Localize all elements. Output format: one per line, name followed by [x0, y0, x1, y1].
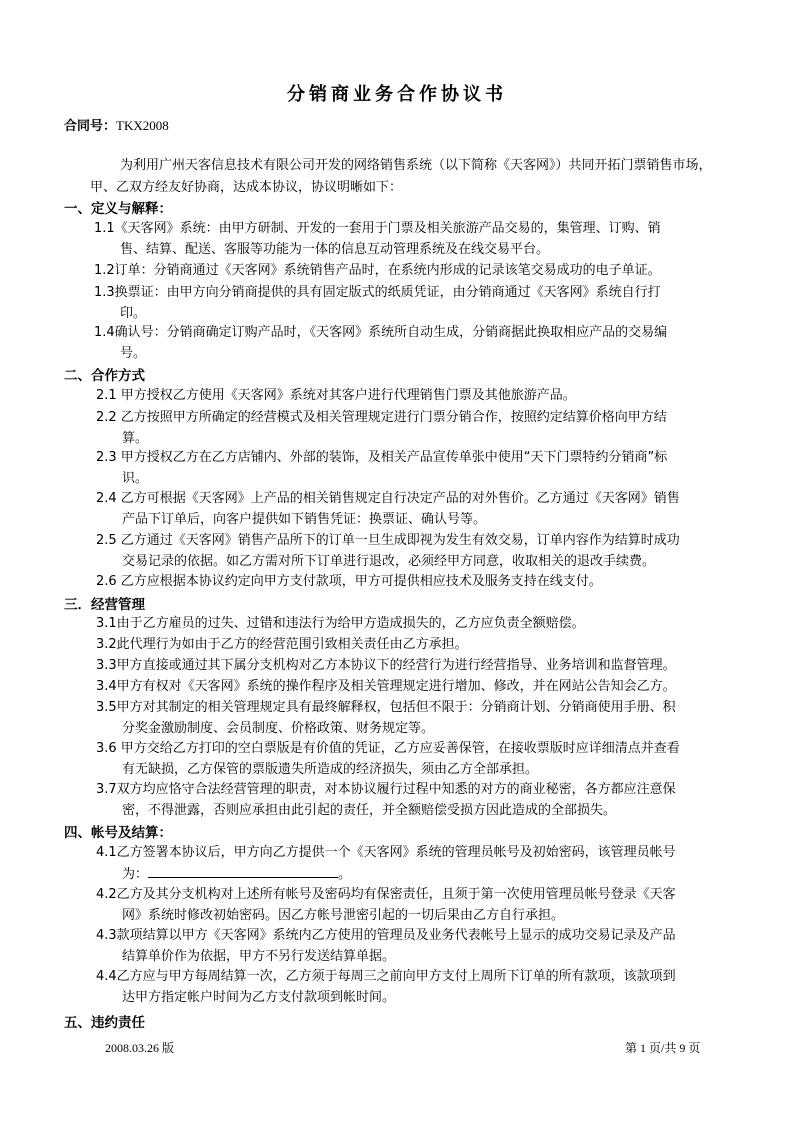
footer-page-number: 第 1 页/共 9 页: [625, 1041, 701, 1055]
clause-3-1: 3.1由于乙方雇员的过失、过错和违法行为给甲方造成损失的，乙方应负责全额赔偿。: [96, 616, 585, 631]
clause-4-4: 4.4乙方应与甲方每周结算一次，乙方须于每周三之前向甲方支付上周所下订单的所有款项，该款项到 达甲方指定帐户时间为乙方支付款项到帐时间。: [96, 969, 676, 1005]
clause-2-2: 2.2 乙方按照甲方所确定的经营模式及相关管理规定进行门票分销合作，按照约定结算价格向甲方结 算。: [96, 410, 667, 446]
contract-number: [64, 115, 169, 134]
clause-3-4: 3.4甲方有权对《天客网》系统的操作程序及相关管理规定进行增加、修改，并在网站公告知会乙方。: [96, 679, 676, 694]
document-title: 分销商业务合作协议书: [287, 84, 507, 105]
clause-3-3: 3.3甲方直接或通过其下属分支机构对乙方本协议下的经营行为进行经营指导、业务培训和监督管理。: [96, 658, 676, 673]
clause-1-3: 1.3换票证：由甲方向分销商提供的具有固定版式的纸质凭证，由分销商通过《天客网》系统自行打 印。: [94, 285, 661, 321]
contract-value: TKX2008: [116, 118, 169, 133]
clause-3-2: 3.2此代理行为如由于乙方的经营范围引致相关责任由乙方承担。: [96, 637, 468, 652]
section-heading-1: 一、定义与解释：: [64, 201, 172, 217]
contract-label: 合同号：: [64, 119, 117, 134]
clause-2-3: 2.3 甲方授权乙方在乙方店铺内、外部的装饰，及相关产品宣传单张中使用“天下门票特约分销商”标 识。: [96, 450, 668, 486]
clause-2-4: 2.4 乙方可根据《天客网》上产品的相关销售规定自行决定产品的对外售价。乙方通过《天客网》销售 产品下订单后，向客户提供如下销售凭证：换票证、确认号等。: [96, 491, 680, 527]
section-heading-3: 三．经营管理: [64, 597, 145, 613]
clause-3-7: 3.7双方均应恪守合法经营管理的职责，对本协议履行过程中知悉的对方的商业秘密，各方都应注意保 密，不得泄露，否则应承担由此引起的责任，并全额赔偿受损方因此造成的全部损失。: [96, 782, 676, 818]
clause-1-1: 1.1《天客网》系统：由甲方研制、开发的一套用于门票及相关旅游产品交易的，集管理、订购、销 售、结算、配送、客服等功能为一体的信息互动管理系统及在线交易平台。: [94, 221, 661, 257]
clause-4-3: 4.3款项结算以甲方《天客网》系统内乙方使用的管理员及业务代表帐号上显示的成功交易记录及产品 结算单价作为依据，甲方不另行发送结算单据。: [96, 928, 676, 964]
clause-2-6: 2.6 乙方应根据本协议约定向甲方支付款项，甲方可提供相应技术及服务支持在线支付。: [96, 574, 602, 589]
clause-1-2: 1.2订单：分销商通过《天客网》系统销售产品时，在系统内形成的记录该笔交易成功的电子单证。: [94, 263, 661, 278]
clause-4-2: 4.2乙方及其分支机构对上述所有帐号及密码均有保密责任，且须于第一次使用管理员帐号登录《天客 网》系统时修改初始密码。因乙方帐号泄密引起的一切后果由乙方自行承担。: [96, 887, 676, 923]
clause-2-5: 2.5 乙方通过《天客网》销售产品所下的订单一旦生成即视为发生有效交易，订单内容作为结算时成功 交易记录的依据。如乙方需对所下订单进行退改，必须经甲方同意，收取相关的退改手续费。: [96, 533, 680, 569]
clause-2-1: 2.1 甲方授权乙方使用《天客网》系统对其客户进行代理销售门票及其他旅游产品。: [96, 388, 576, 403]
footer-version: 2008.03.26 版: [105, 1041, 175, 1055]
section-heading-5: 五、违约责任: [64, 1015, 145, 1031]
section-heading-2: 二、合作方式: [64, 368, 145, 384]
clause-3-6: 3.6 甲方交给乙方打印的空白票版是有价值的凭证，乙方应妥善保管，在接收票版时应详细清点并查看 有无缺损，乙方保管的票版遗失所造成的经济损失，须由乙方全部承担。: [96, 741, 680, 777]
clause-3-5: 3.5甲方对其制定的相关管理规定具有最终解释权，包括但不限于：分销商计划、分销商使用手册、积 分奖金激励制度、会员制度、价格政策、财务规定等。: [96, 700, 676, 736]
intro-paragraph: 为利用广州天客信息技术有限公司开发的网络销售系统（以下简称《天客网》）共同开拓门票销售市场，甲、乙双方经友好协商，达成本协议，协议明晰如下：: [90, 158, 712, 195]
section-heading-4: 四、帐号及结算：: [64, 825, 172, 841]
clause-4-1: 4.1乙方签署本协议后，甲方向乙方提供一个《天客网》系统的管理员帐号及初始密码，该管理员帐号 为： 。: [96, 845, 676, 882]
clause-1-4: 1.4确认号：分销商确定订购产品时，《天客网》系统所自动生成，分销商据此换取相应产品的交易编 号。: [94, 325, 668, 361]
account-blank-field: [148, 863, 338, 878]
